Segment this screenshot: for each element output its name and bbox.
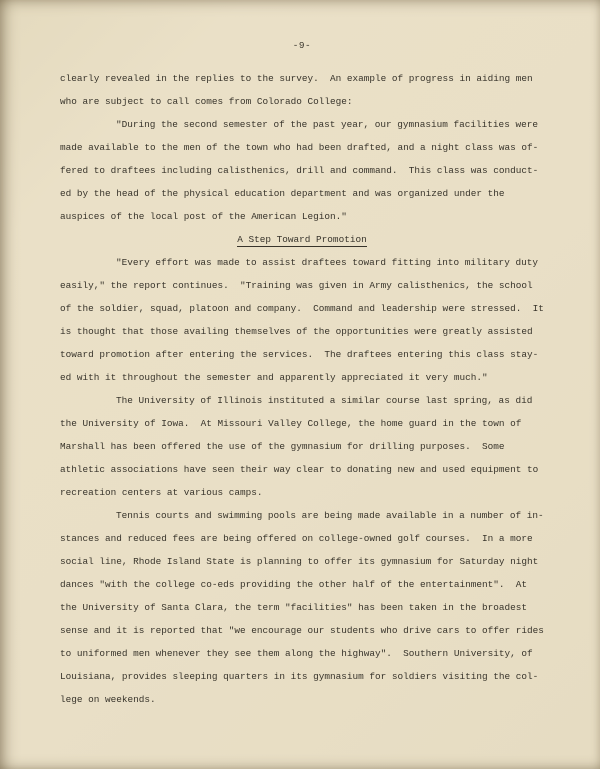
section-heading-text: A Step Toward Promotion bbox=[237, 234, 367, 245]
text-line: the University of Iowa. At Missouri Valley College, the home guard in the town of bbox=[60, 418, 522, 429]
text-line: auspices of the local post of the American Legion." bbox=[60, 211, 347, 222]
text-line: made available to the men of the town who had been drafted, and a night class was of- bbox=[60, 142, 539, 153]
page-number: -9- bbox=[292, 40, 312, 51]
text-line: Tennis courts and swimming pools are being made available in a number of in- bbox=[116, 510, 544, 521]
text-line: toward promotion after entering the services. The draftees entering this class stay- bbox=[60, 349, 539, 360]
paragraph bbox=[60, 504, 544, 711]
text-line: "During the second semester of the past year, our gymnasium facilities were bbox=[116, 119, 538, 130]
section-heading bbox=[60, 228, 544, 251]
text-line: ed by the head of the physical education department and was organized under the bbox=[60, 188, 505, 199]
text-line: athletic associations have seen their way clear to donating new and used equipment to bbox=[60, 464, 539, 475]
text-line: sense and it is reported that "we encourage our students who drive cars to offer rides bbox=[60, 625, 544, 636]
text-line: to uniformed men whenever they see them along the highway". Southern University, of bbox=[60, 648, 533, 659]
text-line: dances "with the college co-eds providing the other half of the entertainment". At bbox=[60, 579, 527, 590]
text-line: who are subject to call comes from Colorado College: bbox=[60, 96, 353, 107]
text-line: social line, Rhode Island State is planning to offer its gymnasium for Saturday night bbox=[60, 556, 539, 567]
text-line: fered to draftees including calisthenics, drill and command. This class was conduct- bbox=[60, 165, 539, 176]
paragraph bbox=[60, 389, 544, 504]
text-line: the University of Santa Clara, the term "facilities" has been taken in the broadest bbox=[60, 602, 527, 613]
text-line: recreation centers at various camps. bbox=[60, 487, 263, 498]
paragraph bbox=[60, 113, 544, 228]
text-line: stances and reduced fees are being offered on college-owned golf courses. In a more bbox=[60, 533, 533, 544]
text-line: Marshall has been offered the use of the gymnasium for drilling purposes. Some bbox=[60, 441, 505, 452]
text-line: The University of Illinois instituted a similar course last spring, as did bbox=[116, 395, 533, 406]
text-line: easily," the report continues. "Training was given in Army calisthenics, the school bbox=[60, 280, 533, 291]
text-line: of the soldier, squad, platoon and company. Command and leadership were stressed. It bbox=[60, 303, 544, 314]
text-line: "Every effort was made to assist draftees toward fitting into military duty bbox=[116, 257, 538, 268]
text-line: lege on weekends. bbox=[60, 694, 156, 705]
text-line: Louisiana, provides sleeping quarters in its gymnasium for soldiers visiting the col- bbox=[60, 671, 539, 682]
page-content bbox=[60, 34, 544, 711]
paragraphs bbox=[60, 67, 544, 711]
text-line: is thought that those availing themselves of the opportunities were greatly assisted bbox=[60, 326, 533, 337]
paragraph bbox=[60, 251, 544, 389]
text-line: ed with it throughout the semester and apparently appreciated it very much." bbox=[60, 372, 488, 383]
text-line: clearly revealed in the replies to the survey. An example of progress in aiding men bbox=[60, 73, 533, 84]
paragraph bbox=[60, 67, 544, 113]
